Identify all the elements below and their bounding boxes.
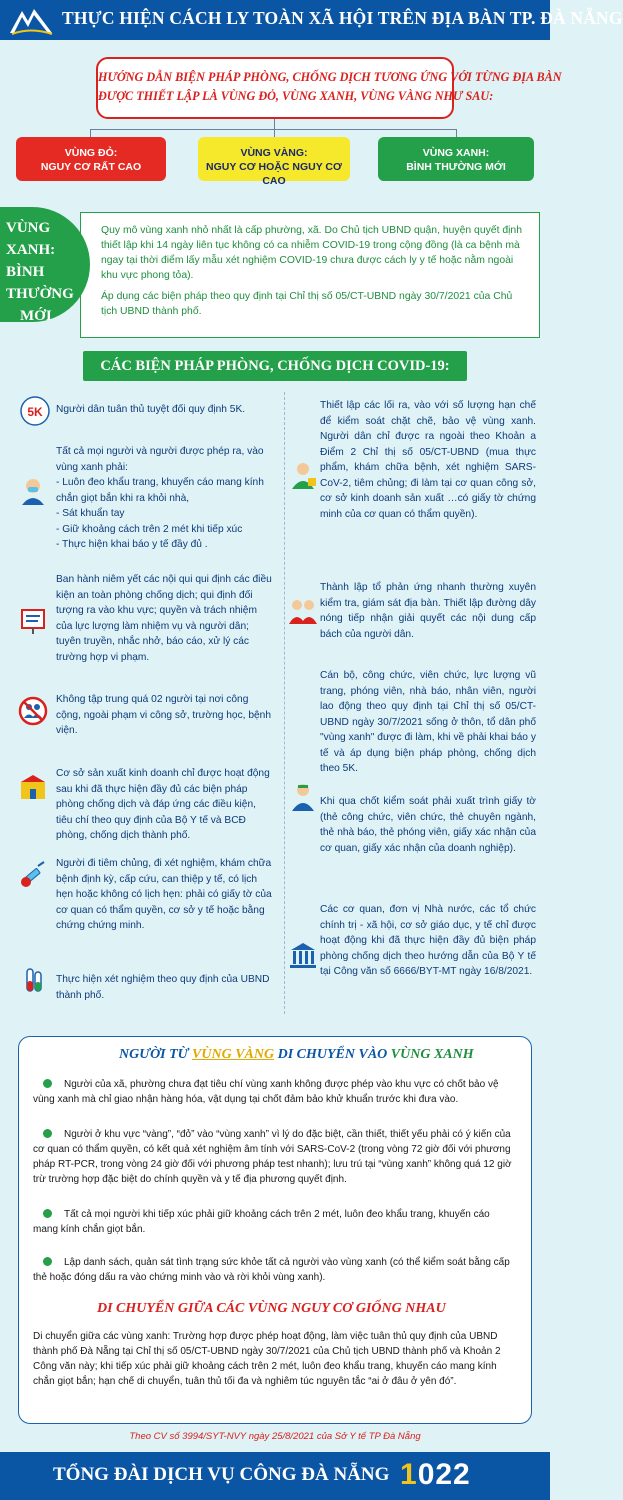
zone-red-card (16, 137, 166, 181)
rule-text: Người của xã, phường chưa đạt tiêu chí vùng xanh không được phép vào khu vực có chốt bảo vệ vùng xanh mà chỉ giao nhận hàng hóa, vật dụng tại chốt đảm bảo khử khuẩn trước khi đưa vào. (33, 1079, 499, 1105)
badge-line-1: VÙNG XANH: (6, 220, 56, 258)
left-measure-item: Người đi tiêm chủng, đi xét nghiệm, khám chữa bệnh định kỳ, cấp cứu, can thiệp y tế, có lịch hẹn hoặc không có lịch hẹn: phải có giấy tờ của cơ quan có thẩm quyền, cơ sở y tế hoặc bằng chứng chứng minh. (56, 858, 272, 931)
zone-red-desc: NGUY CƠ RẤT CAO (40, 161, 142, 173)
page-title: THỰC HIỆN CÁCH LY TOÀN XÃ HỘI TRÊN ĐỊA BÀN TP. ĐÀ NẴNG (62, 8, 623, 28)
rule-item (33, 1127, 517, 1187)
rule-text: Lập danh sách, quản sát tình trạng sức khỏe tất cả người vào vùng xanh (có thể kiểm soát bằng cấp thẻ hoặc đóng dấu ra vào chứng minh vào và rời khỏi vùng xanh). (33, 1257, 510, 1283)
test-tube-icon (18, 966, 48, 996)
right-measure-item: Các cơ quan, đơn vị Nhà nước, các tổ chức chính trị - xã hội, cơ sở giáo dục, y tế chỉ được hoạt động khi đã thực hiện đầy đủ biện pháp phòng chống dịch theo hướng dẫn của Bộ Y tế tại Công văn số 6666/BYT-MT ngày 16/8/2021. (320, 904, 536, 977)
bullet-icon (43, 1129, 52, 1138)
green-def-paragraph-1: Quy mô vùng xanh nhỏ nhất là cấp phường, xã. Do Chủ tịch UBND quận, huyện quyết định thiết lập khi 14 ngày liên tục không có ca nhiễm COVID-19 trong cộng đồng (là ca bệnh mà ngay tại thời điểm lấy mẫu xét nghiệm COVID-19 chưa được cách ly y tế hoặc nằm ngoài khu vực phong tỏa). (101, 225, 522, 281)
hotline-number (400, 1458, 471, 1492)
hotline-digit: 1 (400, 1458, 418, 1491)
green-def-paragraph-2: Áp dụng các biện pháp theo quy định tại Chỉ thị số 05/CT-UBND ngày 30/7/2021 của Chủ tịch UBND thành phố. (101, 291, 513, 317)
measures-title: CÁC BIỆN PHÁP PHÒNG, CHỐNG DỊCH COVID-19: (83, 351, 467, 381)
rule-item (33, 1207, 517, 1237)
right-measure-item: Thiết lập các lối ra, vào với số lượng hạn chế để kiểm soát chặt chẽ, bảo vệ vùng xanh. Người dân chỉ được ra ngoài theo Khoản a Điểm 2 Chỉ thị số 05/CT-UBND (mua thực phẩm, khám chữa bệnh, xét nghiệm SARS-CoV-2, tiêm chủng; đi làm tại cơ quan công sở, cơ sở kinh doanh sản xuất …có giấy tờ chứng minh của cơ quan có thẩm quyền). (320, 400, 536, 520)
badge-line-2: BÌNH THƯỜNG (6, 264, 74, 302)
movement-rules-box (18, 1036, 532, 1424)
guide-box (96, 57, 562, 119)
right-measure-item: Khi qua chốt kiểm soát phải xuất trình giấy tờ (thẻ công chức, viên chức, thẻ chuyên ngành, thẻ nhà báo, thẻ phóng viên, giấy xác nhận của cơ quan, giấy xác nhận của doanh nghiệp). (320, 796, 536, 854)
badge-line-3: MỚI (20, 308, 52, 324)
guide-line-1: HƯỚNG DẪN BIỆN PHÁP PHÒNG, CHỐNG DỊCH TƯƠNG ỨNG VỚI TỪNG ĐỊA BÀN (98, 70, 562, 84)
left-measure-item: Không tập trung quá 02 người tại nơi công cộng, ngoài phạm vi công sở, trường học, bệnh viện. (56, 694, 272, 736)
svg-text:5K: 5K (27, 405, 43, 419)
column-divider (284, 392, 285, 1014)
same-risk-paragraph: Di chuyển giữa các vùng xanh: Trường hợp được phép hoạt động, làm việc tuân thủ quy định của UBND thành phố Đà Nẵng tại Chỉ thị số 05/CT-UBND ngày 30/7/2021 của Chủ tịch UBND thành phố và Khoản 2 Công văn này; khi tiếp xúc phải giữ khoảng cách trên 2 mét, luôn đeo khẩu trang, khuyến cáo mang kính chắn giọt bắn; hạn chế di chuyển, tuân thủ tối đa và nghiêm túc nguyên tắc “ai ở đâu ở yên đó”. (33, 1331, 501, 1387)
title-part-green-zone: VÙNG XANH (390, 1047, 474, 1062)
zone-green-card (378, 137, 534, 181)
connector-line (90, 129, 456, 130)
title-part: DI CHUYỂN VÀO (274, 1047, 391, 1062)
zone-yellow-card (198, 137, 350, 187)
footer-banner (0, 1452, 550, 1500)
rule-item (33, 1077, 517, 1107)
title-part-yellow-zone: VÙNG VÀNG (192, 1047, 275, 1062)
no-gathering-icon (18, 696, 48, 726)
notice-board-icon (18, 606, 48, 636)
zone-red-name: VÙNG ĐỎ: (64, 147, 118, 159)
section-title-yellow-to-green (119, 1047, 474, 1063)
connector-line (274, 119, 275, 129)
green-zone-badge (0, 207, 90, 322)
vaccine-icon (18, 860, 48, 890)
government-building-icon (288, 940, 318, 970)
rule-item (33, 1255, 517, 1285)
rapid-response-team-icon (288, 596, 318, 626)
danang-logo-icon (8, 3, 54, 37)
officials-icon (288, 782, 318, 812)
hotline-digits: 022 (417, 1458, 471, 1491)
mask-person-icon (18, 476, 48, 506)
bullet-icon (43, 1209, 52, 1218)
header-banner (0, 0, 623, 40)
connector-line (456, 129, 457, 137)
guide-line-2: ĐƯỢC THIẾT LẬP LÀ VÙNG ĐỎ, VÙNG XANH, VÙNG VÀNG NHƯ SAU: (98, 89, 494, 103)
left-measure-item: Thực hiện xét nghiệm theo quy định của UBND thành phố. (56, 974, 270, 1001)
connector-line (90, 129, 91, 137)
left-measure-item: Cơ sở sản xuất kinh doanh chỉ được hoạt động sau khi đã thực hiện đầy đủ các biện pháp phòng chống dịch và đáp ứng các điều kiện, tiêu chí theo quy định của Bộ Y tế và BCĐ phòng, chống dịch thành phố. (56, 768, 270, 841)
rule-text: Người ở khu vực “vàng”, “đỏ” vào “vùng xanh” vì lý do đặc biệt, cần thiết, thiết yếu phải có ý kiến của cơ quan có thẩm quyền, có kết quả xét nghiệm âm tính với SARS-CoV-2 (trong vòng 72 giờ đối với phương pháp RT-PCR, trong vòng 24 giờ đối với phương pháp test nhanh); lưu trú tại “vùng xanh” không quá 12 giờ trừ trường hợp đặc biệt do chính quyền và y tế địa phương quyết định. (33, 1129, 512, 1185)
source-citation: Theo CV số 3994/SYT-NVY ngày 25/8/2021 của Sở Y tế TP Đà Nẵng (129, 1431, 421, 1442)
zone-yellow-desc: NGUY CƠ HOẶC NGUY CƠ CAO (206, 161, 342, 187)
footer-title: TỔNG ĐÀI DỊCH VỤ CÔNG ĐÀ NẴNG (53, 1464, 390, 1485)
5k-icon (20, 396, 50, 426)
zone-green-name: VÙNG XANH: (422, 147, 490, 159)
bullet-icon (43, 1257, 52, 1266)
zone-green-desc: BÌNH THƯỜNG MỚI (406, 161, 506, 173)
connector-line (274, 129, 275, 137)
checkpoint-icon (288, 460, 318, 490)
right-measure-item: Thành lập tổ phản ứng nhanh thường xuyên kiểm tra, giám sát địa bàn. Thiết lập đường dây nóng tiếp nhận giải quyết các nội dung cấp bách của người dân. (320, 582, 536, 640)
left-measure-item: Tất cả mọi người và người được phép ra, vào vùng xanh phải: - Luôn đeo khẩu trang, khuyến cáo mang kính chắn giọt bắn khi ra khỏi nhà, - Sát khuẩn tay - Giữ khoảng cách trên 2 mét khi tiếp xúc - Thực hiện khai báo y tế đầy đủ . (56, 446, 264, 550)
rule-text: Tất cả mọi người khi tiếp xúc phải giữ khoảng cách trên 2 mét, luôn đeo khẩu trang, khuyến cáo mang kính chắn giọt bắn. (33, 1209, 490, 1235)
left-measure-item: Ban hành niêm yết các nội qui qui định các điều kiện an toàn phòng chống dịch; qui định đối tượng ra vào khu vực; quyền và trách nhiệm của lực lượng làm nhiệm vụ và người dân; tuyên truyền, nhắc nhở, báo cáo, xử lý các trường hợp vi phạm. (56, 574, 272, 663)
green-zone-definition (80, 212, 540, 338)
section-title-same-risk: DI CHUYỂN GIỮA CÁC VÙNG NGUY CƠ GIỐNG NHAU (97, 1301, 446, 1316)
left-measure-item: Người dân tuân thủ tuyệt đối quy định 5K. (56, 404, 246, 415)
zone-yellow-name: VÙNG VÀNG: (240, 147, 308, 159)
bullet-icon (43, 1079, 52, 1088)
title-part: NGƯỜI TỪ (119, 1047, 193, 1062)
right-measure-item: Cán bộ, công chức, viên chức, lực lượng vũ trang, phóng viên, nhà báo, nhân viên, người lao động theo quy định tại Chỉ thị số 05/CT-UBND ngày 30/7/2021 sống ở thôn, tổ dân phố "vùng xanh" được đi làm, khi về phải khai báo y tế và áp dụng biện pháp phòng, chống dịch theo 5K. (320, 670, 536, 774)
business-icon (18, 772, 48, 802)
